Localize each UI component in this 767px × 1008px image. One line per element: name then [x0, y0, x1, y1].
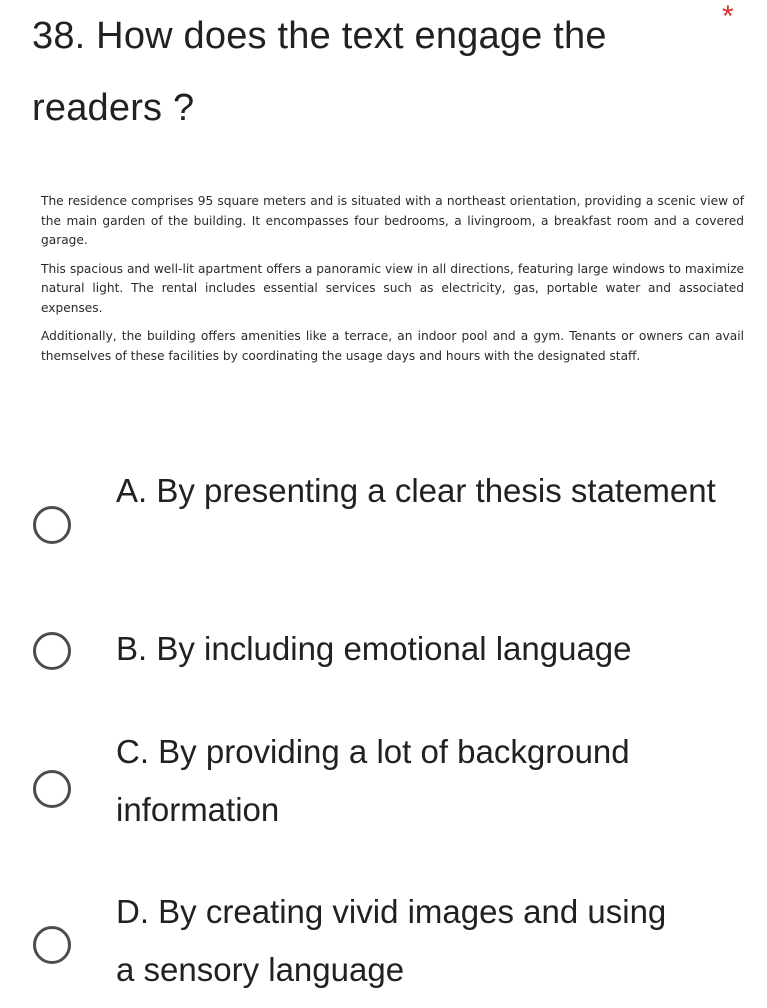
- radio-option-d[interactable]: [33, 926, 71, 964]
- radio-option-a[interactable]: [33, 506, 71, 544]
- option-d[interactable]: [0, 883, 767, 1003]
- radio-option-b[interactable]: [33, 632, 71, 670]
- option-c[interactable]: [0, 723, 767, 843]
- question-title: 38. How does the text engage the readers ?: [32, 15, 607, 129]
- option-d-label[interactable]: D. By creating vivid images and using a sensory language: [116, 893, 667, 988]
- option-a-label[interactable]: A. By presenting a clear thesis statement: [116, 472, 716, 509]
- option-b[interactable]: [0, 620, 767, 680]
- passage-text: [41, 192, 744, 375]
- required-asterisk: *: [722, 0, 734, 33]
- passage-paragraph: The residence comprises 95 square meters and is situated with a northeast orientation, providing a scenic view of the main garden of the building. It encompasses four bedrooms, a livingroom, a breakfast room and a covered garage.: [41, 194, 744, 247]
- passage-paragraph: Additionally, the building offers amenities like a terrace, an indoor pool and a gym. Tenants or owners can avail themselves of these facilities by coordinating the usage days and hours with the designated staff.: [41, 329, 744, 363]
- passage-paragraph: This spacious and well-lit apartment offers a panoramic view in all directions, featuring large windows to maximize natural light. The rental includes essential services such as electricity, gas, portable water and associated expenses.: [41, 261, 744, 315]
- option-b-label[interactable]: B. By including emotional language: [116, 630, 632, 667]
- radio-option-c[interactable]: [33, 770, 71, 808]
- option-c-label[interactable]: C. By providing a lot of background information: [116, 733, 630, 828]
- option-a[interactable]: [0, 462, 767, 582]
